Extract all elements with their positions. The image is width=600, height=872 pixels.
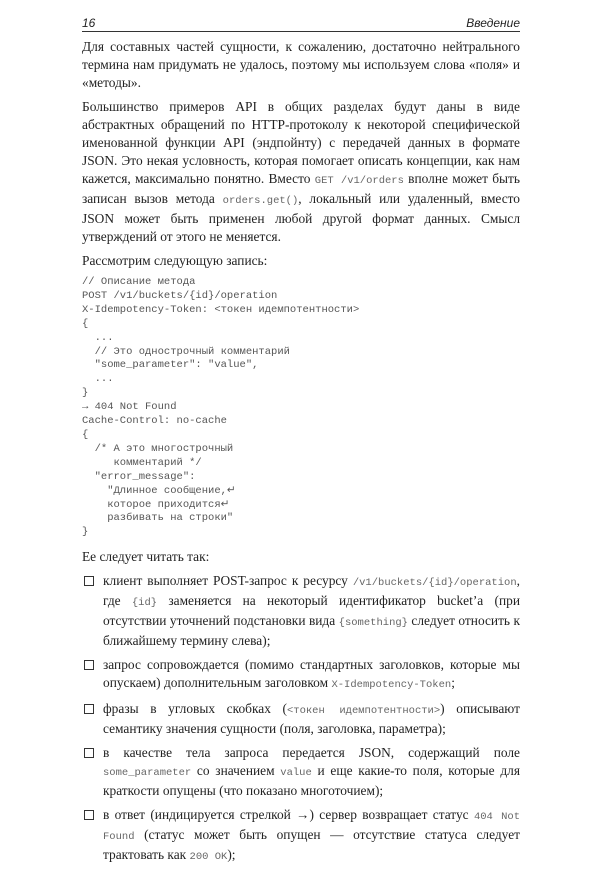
text-segment: , локальный или удаленный, вместо JSON может быть применен любой другой формат данных. Смысл утверждений от этого не меняется. bbox=[82, 191, 521, 244]
text-segment: клиент выполняет POST-запрос к ресурсу bbox=[103, 573, 353, 589]
text-segment: со значением bbox=[191, 763, 281, 779]
inline-code: 404 Not Found bbox=[103, 811, 521, 844]
text-segment: и еще какие-то поля, которые для краткости опущены (что показано многоточием); bbox=[103, 763, 520, 799]
code-line: комментарий */ bbox=[82, 456, 202, 469]
text-segment: вполне может быть записан вызов метода bbox=[82, 171, 520, 206]
page-body bbox=[82, 38, 520, 872]
text-segment: запрос сопровождается (помимо стандартных заголовков, которые мы опускаем) дополнительным заголовком bbox=[103, 657, 520, 691]
code-line: { bbox=[82, 317, 89, 330]
text-segment: ) описывают семантику значения сущности (поля, заголовка, параметра); bbox=[103, 701, 520, 737]
inline-code: {id} bbox=[131, 597, 158, 610]
inline-code: X-Idempotency-Token bbox=[331, 679, 452, 692]
text-segment: (статус может быть опущен — отсутствие статуса следует трактовать как bbox=[103, 827, 520, 863]
inline-code: value bbox=[280, 767, 312, 780]
list-item bbox=[82, 744, 520, 800]
inline-code: <токен идемпотентности> bbox=[286, 705, 441, 718]
explanation-list bbox=[82, 572, 520, 866]
code-line: // Описание метода bbox=[82, 276, 196, 288]
code-line: // Это однострочный комментарий bbox=[82, 345, 290, 358]
code-line: "error_message": bbox=[82, 470, 196, 483]
paragraph bbox=[82, 98, 520, 246]
code-line: → 404 Not Found bbox=[82, 401, 177, 414]
intro-paragraphs bbox=[82, 38, 520, 270]
text-segment: фразы в угловых скобках ( bbox=[103, 701, 287, 717]
text-segment: ; bbox=[451, 675, 455, 691]
text-segment: в ответ (индицируется стрелкой →) сервер возвращает статус bbox=[103, 807, 474, 823]
list-item bbox=[82, 806, 520, 866]
inline-code: {something} bbox=[338, 617, 408, 630]
page-number: 16 bbox=[82, 16, 96, 30]
text-segment: Большинство примеров API в общих разделах будут даны в виде абстрактных обращений по HTTP-протоколу к некоторой специфической именованной функции API (эндпойнту) с передачей данных в формате JSON. Это некая условность, которая помогает описать концепции, как нам кажется, максимально понятно. Вместо bbox=[82, 99, 520, 186]
inline-code: some_parameter bbox=[103, 767, 192, 780]
paragraph bbox=[82, 252, 520, 270]
inline-code: /v1/buckets/{id}/operation bbox=[352, 577, 517, 590]
text-segment: в качестве тела запроса передается JSON, содержащий поле bbox=[103, 745, 520, 761]
running-header bbox=[82, 14, 520, 32]
checkbox-bullet-icon bbox=[84, 704, 94, 714]
section-title: Введение bbox=[466, 16, 520, 30]
reading-intro: Ее следует читать так: bbox=[82, 549, 210, 565]
code-line: которое приходится↵ bbox=[82, 498, 230, 511]
checkbox-bullet-icon bbox=[84, 660, 94, 670]
inline-code: 200 OK bbox=[189, 851, 228, 864]
code-line: ... bbox=[82, 373, 114, 386]
text-segment: Для составных частей сущности, к сожалению, достаточно нейтрального термина нам придумать не удалось, поэтому мы используем слова «поля» и «методы». bbox=[82, 39, 520, 90]
paragraph bbox=[82, 38, 520, 92]
text-segment: ); bbox=[227, 847, 236, 863]
text-segment: , где bbox=[103, 573, 520, 609]
code-line: разбивать на строки" bbox=[82, 512, 234, 525]
code-line: } bbox=[82, 526, 89, 539]
code-line: { bbox=[82, 428, 89, 441]
code-line: POST /v1/buckets/{id}/operation bbox=[82, 289, 278, 302]
text-segment: Рассмотрим следующую запись: bbox=[82, 253, 268, 268]
code-line: Cache-Control: no-cache bbox=[82, 415, 227, 428]
list-item bbox=[82, 700, 520, 738]
code-line: /* А это многострочный bbox=[82, 442, 234, 455]
code-line: "Длинное сообщение,↵ bbox=[82, 484, 236, 497]
code-line: } bbox=[82, 387, 89, 400]
text-segment: следует относить к ближайшему термину слева); bbox=[103, 613, 520, 649]
code-line: "some_parameter": "value", bbox=[82, 359, 259, 372]
inline-code: orders.get() bbox=[222, 195, 299, 207]
text-segment: заменяется на некоторый идентификатор bucket’a (при отсутствии уточнений подстановки вида bbox=[103, 593, 520, 629]
list-item bbox=[82, 572, 520, 650]
checkbox-bullet-icon bbox=[84, 576, 94, 586]
inline-code: GET /v1/orders bbox=[314, 175, 404, 187]
code-line: ... bbox=[82, 331, 114, 344]
list-item bbox=[82, 656, 520, 694]
checkbox-bullet-icon bbox=[84, 810, 94, 820]
code-line: X-Idempotency-Token: <токен идемпотентности> bbox=[82, 303, 360, 316]
code-example bbox=[82, 276, 520, 540]
